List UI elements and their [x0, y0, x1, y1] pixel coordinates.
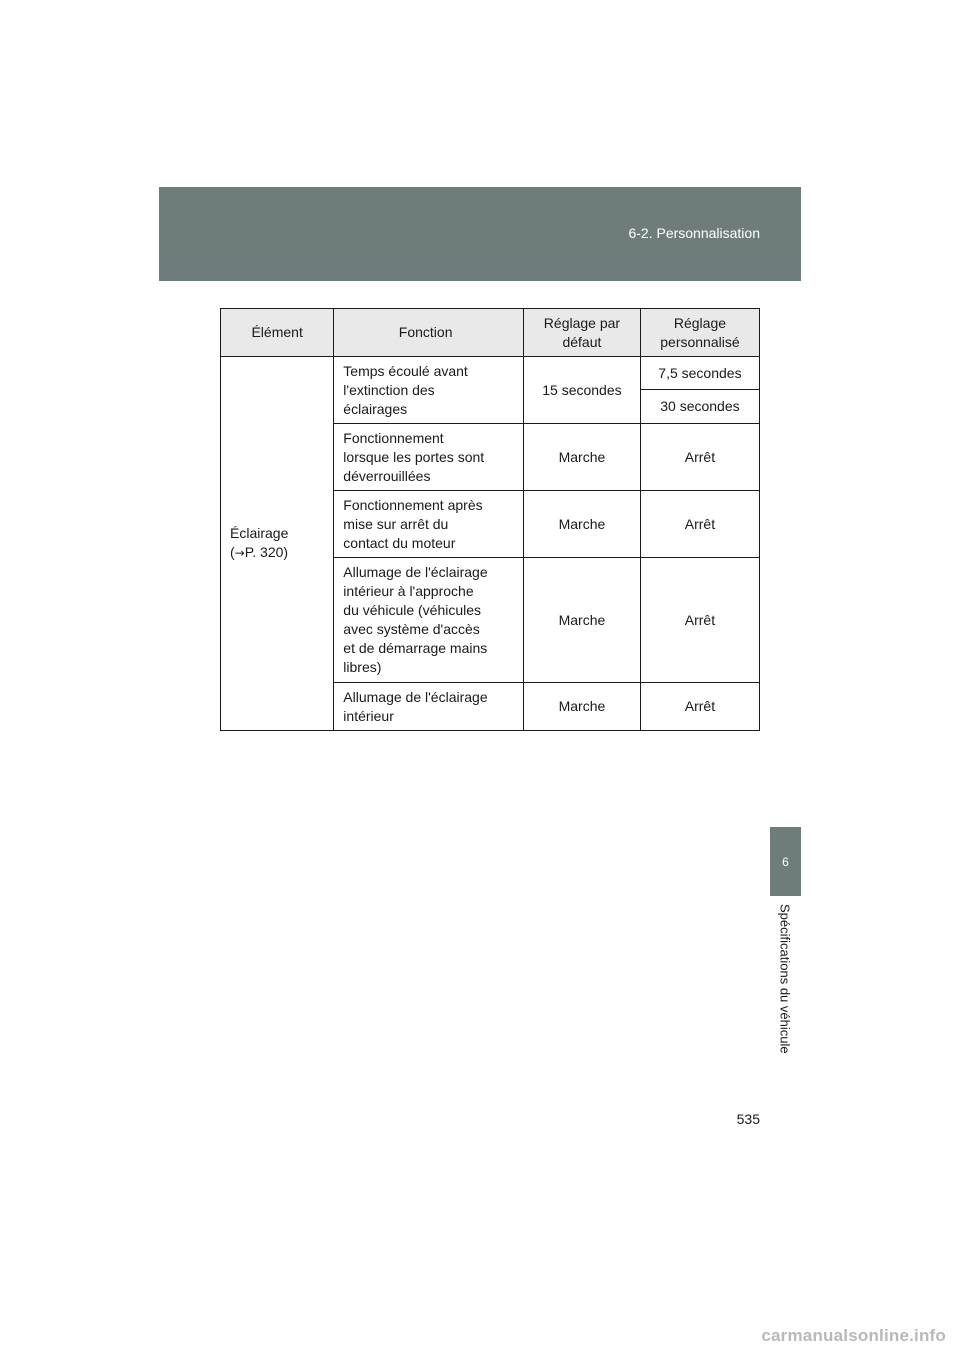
default-cell: Marche [524, 491, 641, 558]
header-band [159, 187, 801, 281]
custom-cell: Arrêt [640, 683, 759, 731]
table-row [221, 357, 760, 390]
settings-table [220, 308, 760, 731]
function-cell: Fonctionnement après mise sur arrêt du contact du moteur [334, 491, 524, 558]
item-label: Éclairage [230, 525, 289, 541]
function-cell: Allumage de l'éclairage intérieur à l'approche du véhicule (véhicules avec système d'accès et de démarrage mains libres) [334, 558, 524, 683]
header-custom: Réglage personnalisé [640, 309, 759, 357]
default-cell: 15 secondes [524, 357, 641, 424]
function-cell: Temps écoulé avant l'extinction des éclairages [334, 357, 524, 424]
section-title: 6-2. Personnalisation [628, 225, 760, 241]
default-cell: Marche [524, 558, 641, 683]
custom-cell: Arrêt [640, 558, 759, 683]
chapter-tab [770, 827, 801, 896]
default-cell: Marche [524, 424, 641, 491]
function-cell: Fonctionnement lorsque les portes sont déverrouillées [334, 424, 524, 491]
header-default: Réglage par défaut [524, 309, 641, 357]
custom-cell: 7,5 secondes [640, 357, 759, 390]
chapter-title-text: Spécifications du véhicule [777, 904, 793, 1054]
header-element: Élément [221, 309, 334, 357]
custom-cell: Arrêt [640, 491, 759, 558]
item-reference: (→P. 320) [230, 544, 289, 560]
custom-cell: 30 secondes [640, 390, 759, 424]
item-cell [221, 357, 334, 731]
custom-cell: Arrêt [640, 424, 759, 491]
table-header-row [221, 309, 760, 357]
header-function: Fonction [334, 309, 524, 357]
chapter-number: 6 [782, 854, 789, 869]
page-number: 535 [736, 1111, 760, 1127]
watermark: carmanualsonline.info [761, 1326, 946, 1345]
default-cell: Marche [524, 683, 641, 731]
function-cell: Allumage de l'éclairage intérieur [334, 683, 524, 731]
arrow-icon: → [234, 546, 245, 560]
